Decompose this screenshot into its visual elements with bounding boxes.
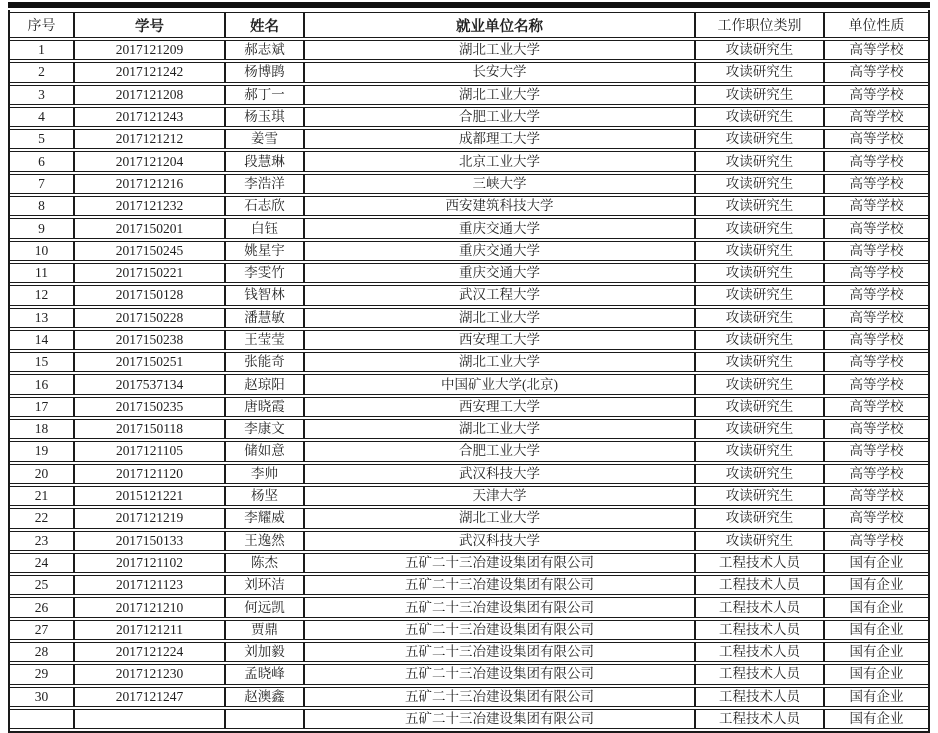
table-row [10, 174, 928, 194]
table-cell: 2017121242 [75, 62, 226, 82]
table-cell: 国有企业 [825, 620, 928, 640]
table-row [10, 85, 928, 105]
table-cell: 王莹莹 [226, 330, 305, 350]
table-cell: 19 [10, 441, 75, 461]
table-cell: 工程技术人员 [696, 575, 825, 595]
table-cell: 9 [10, 218, 75, 238]
table-cell: 高等学校 [825, 107, 928, 127]
table-cell: 五矿二十三冶建设集团有限公司 [305, 575, 696, 595]
table-row [10, 664, 928, 684]
table-cell: 攻读研究生 [696, 419, 825, 439]
table-cell: 6 [10, 151, 75, 171]
table-row [10, 441, 928, 461]
table-cell: 攻读研究生 [696, 285, 825, 305]
table-cell: 何远凯 [226, 597, 305, 617]
table-cell: 李耀威 [226, 508, 305, 528]
table-cell: 高等学校 [825, 397, 928, 417]
table-cell: 储如意 [226, 441, 305, 461]
table-cell: 三峡大学 [305, 174, 696, 194]
table-cell: 合肥工业大学 [305, 441, 696, 461]
table-cell: 高等学校 [825, 241, 928, 261]
table-cell: 高等学校 [825, 308, 928, 328]
table-cell: 贾鼎 [226, 620, 305, 640]
table-cell: 杨博鹍 [226, 62, 305, 82]
table-body [10, 40, 928, 729]
table-cell: 24 [10, 553, 75, 573]
table-cell: 攻读研究生 [696, 486, 825, 506]
table-cell: 白钰 [226, 218, 305, 238]
table-cell: 2 [10, 62, 75, 82]
table-cell: 高等学校 [825, 486, 928, 506]
table-cell: 2017121120 [75, 464, 226, 484]
table-row [10, 151, 928, 171]
top-rule [8, 2, 930, 8]
table-cell: 2017150133 [75, 531, 226, 551]
table-cell: 石志欣 [226, 196, 305, 216]
table-cell: 北京工业大学 [305, 151, 696, 171]
table-cell: 工程技术人员 [696, 553, 825, 573]
table-cell: 工程技术人员 [696, 642, 825, 662]
table-cell: 高等学校 [825, 196, 928, 216]
table-row [10, 597, 928, 617]
table-cell: 23 [10, 531, 75, 551]
table-cell: 高等学校 [825, 508, 928, 528]
table-cell: 2017121210 [75, 597, 226, 617]
table-cell: 高等学校 [825, 129, 928, 149]
table-cell: 五矿二十三冶建设集团有限公司 [305, 687, 696, 707]
table-cell: 14 [10, 330, 75, 350]
table-cell: 攻读研究生 [696, 218, 825, 238]
table-cell: 25 [10, 575, 75, 595]
table-cell: 高等学校 [825, 531, 928, 551]
table-row [10, 62, 928, 82]
table-cell: 2017121123 [75, 575, 226, 595]
table-cell: 五矿二十三冶建设集团有限公司 [305, 597, 696, 617]
table-cell: 30 [10, 687, 75, 707]
table-row [10, 196, 928, 216]
table-cell: 2017121204 [75, 151, 226, 171]
table-cell: 国有企业 [825, 575, 928, 595]
table-cell: 2017150228 [75, 308, 226, 328]
table-cell: 刘环洁 [226, 575, 305, 595]
table-cell: 陈杰 [226, 553, 305, 573]
table-cell: 中国矿业大学(北京) [305, 374, 696, 394]
table-cell: 攻读研究生 [696, 85, 825, 105]
document-sheet [8, 2, 930, 733]
table-cell: 12 [10, 285, 75, 305]
table-cell: 22 [10, 508, 75, 528]
table-row [10, 40, 928, 60]
table-row [10, 241, 928, 261]
table-cell: 2017150238 [75, 330, 226, 350]
table-cell: 2017121209 [75, 40, 226, 60]
table-cell: 8 [10, 196, 75, 216]
table-cell: 赵琼阳 [226, 374, 305, 394]
table-cell: 重庆交通大学 [305, 241, 696, 261]
table-row [10, 285, 928, 305]
table-row [10, 308, 928, 328]
table-cell: 15 [10, 352, 75, 372]
table-cell: 攻读研究生 [696, 151, 825, 171]
table-row [10, 218, 928, 238]
table-cell: 李帅 [226, 464, 305, 484]
table-cell: 王逸然 [226, 531, 305, 551]
table-row [10, 374, 928, 394]
table-cell: 2017121230 [75, 664, 226, 684]
table-cell: 湖北工业大学 [305, 308, 696, 328]
table-cell: 国有企业 [825, 553, 928, 573]
table-cell: 攻读研究生 [696, 330, 825, 350]
table-cell: 攻读研究生 [696, 374, 825, 394]
table-cell: 国有企业 [825, 687, 928, 707]
table-cell: 16 [10, 374, 75, 394]
table-cell: 李浩洋 [226, 174, 305, 194]
table-cell: 西安理工大学 [305, 330, 696, 350]
table-cell: 2017121105 [75, 441, 226, 461]
table-cell: 13 [10, 308, 75, 328]
table-cell: 五矿二十三冶建设集团有限公司 [305, 642, 696, 662]
table-cell: 高等学校 [825, 174, 928, 194]
col-header-job-category: 工作职位类别 [696, 12, 825, 38]
table-row [10, 129, 928, 149]
table-row [10, 531, 928, 551]
table-cell: 五矿二十三冶建设集团有限公司 [305, 553, 696, 573]
table-cell: 刘加毅 [226, 642, 305, 662]
table-cell: 攻读研究生 [696, 196, 825, 216]
table-row [10, 263, 928, 283]
table-row [10, 464, 928, 484]
table-cell: 西安建筑科技大学 [305, 196, 696, 216]
table-cell: 2017150128 [75, 285, 226, 305]
table-cell: 湖北工业大学 [305, 85, 696, 105]
table-cell: 26 [10, 597, 75, 617]
table-cell: 赵澳鑫 [226, 687, 305, 707]
table-row [10, 508, 928, 528]
table-cell: 工程技术人员 [696, 597, 825, 617]
table-cell: 11 [10, 263, 75, 283]
table-cell: 21 [10, 486, 75, 506]
table-cell: 高等学校 [825, 285, 928, 305]
table-cell: 李康文 [226, 419, 305, 439]
table-cell: 国有企业 [825, 709, 928, 729]
table-row-partial [10, 709, 928, 729]
table-row [10, 553, 928, 573]
table-cell: 姜雪 [226, 129, 305, 149]
table-cell: 高等学校 [825, 40, 928, 60]
table-cell: 攻读研究生 [696, 62, 825, 82]
table-cell: 成都理工大学 [305, 129, 696, 149]
table-cell: 攻读研究生 [696, 129, 825, 149]
table-row [10, 107, 928, 127]
table-cell: 攻读研究生 [696, 308, 825, 328]
table-cell: 郝丁一 [226, 85, 305, 105]
table-cell: 攻读研究生 [696, 263, 825, 283]
table-cell: 钱智林 [226, 285, 305, 305]
table-cell: 西安理工大学 [305, 397, 696, 417]
table-cell: 2017150221 [75, 263, 226, 283]
table-cell: 长安大学 [305, 62, 696, 82]
table-cell: 17 [10, 397, 75, 417]
table-cell: 高等学校 [825, 85, 928, 105]
table-row [10, 687, 928, 707]
table-cell: 唐晓霞 [226, 397, 305, 417]
table-cell: 高等学校 [825, 352, 928, 372]
table-cell: 攻读研究生 [696, 107, 825, 127]
table-cell: 武汉工程大学 [305, 285, 696, 305]
table-cell: 孟晓峰 [226, 664, 305, 684]
table-cell: 2017150201 [75, 218, 226, 238]
table-cell: 五矿二十三冶建设集团有限公司 [305, 620, 696, 640]
table-cell: 10 [10, 241, 75, 261]
table-cell: 2017121212 [75, 129, 226, 149]
table-cell: 18 [10, 419, 75, 439]
table-cell: 五矿二十三冶建设集团有限公司 [305, 664, 696, 684]
table-cell: 3 [10, 85, 75, 105]
table-cell: 2017121224 [75, 642, 226, 662]
employment-roster-table [8, 10, 930, 733]
table-cell: 2017121208 [75, 85, 226, 105]
table-cell [75, 709, 226, 729]
table-cell: 4 [10, 107, 75, 127]
table-cell: 27 [10, 620, 75, 640]
table-row [10, 575, 928, 595]
table-cell: 高等学校 [825, 374, 928, 394]
table-cell: 攻读研究生 [696, 352, 825, 372]
table-cell: 攻读研究生 [696, 531, 825, 551]
table-cell: 1 [10, 40, 75, 60]
table-cell: 28 [10, 642, 75, 662]
table-cell [226, 709, 305, 729]
table-cell: 段慧琳 [226, 151, 305, 171]
table-row [10, 642, 928, 662]
table-cell: 攻读研究生 [696, 174, 825, 194]
col-header-index: 序号 [10, 12, 75, 38]
table-cell: 天津大学 [305, 486, 696, 506]
col-header-name: 姓名 [226, 12, 305, 38]
table-header [10, 12, 928, 38]
table-cell: 潘慧敏 [226, 308, 305, 328]
table-cell: 李雯竹 [226, 263, 305, 283]
table-cell: 2017537134 [75, 374, 226, 394]
table-cell: 工程技术人员 [696, 709, 825, 729]
table-cell: 攻读研究生 [696, 241, 825, 261]
table-cell: 2017121247 [75, 687, 226, 707]
table-cell: 2017121216 [75, 174, 226, 194]
table-cell: 国有企业 [825, 664, 928, 684]
table-cell: 工程技术人员 [696, 664, 825, 684]
table-cell: 武汉科技大学 [305, 531, 696, 551]
table-cell: 2017121243 [75, 107, 226, 127]
table-cell: 高等学校 [825, 419, 928, 439]
table-cell: 2017150118 [75, 419, 226, 439]
table-cell: 工程技术人员 [696, 687, 825, 707]
table-cell: 29 [10, 664, 75, 684]
table-cell: 20 [10, 464, 75, 484]
table-cell: 7 [10, 174, 75, 194]
table-cell: 高等学校 [825, 441, 928, 461]
table-cell: 高等学校 [825, 218, 928, 238]
table-cell: 高等学校 [825, 263, 928, 283]
table-cell: 张能奇 [226, 352, 305, 372]
table-cell: 工程技术人员 [696, 620, 825, 640]
table-row [10, 352, 928, 372]
table-cell: 郝志斌 [226, 40, 305, 60]
table-cell: 国有企业 [825, 597, 928, 617]
table-row [10, 620, 928, 640]
table-cell: 2017150245 [75, 241, 226, 261]
col-header-unit-type: 单位性质 [825, 12, 928, 38]
table-row [10, 486, 928, 506]
table-cell: 攻读研究生 [696, 40, 825, 60]
table-cell: 湖北工业大学 [305, 508, 696, 528]
table-cell: 高等学校 [825, 330, 928, 350]
table-cell: 湖北工业大学 [305, 352, 696, 372]
table-cell: 湖北工业大学 [305, 40, 696, 60]
table-cell: 攻读研究生 [696, 397, 825, 417]
table-cell: 姚星宇 [226, 241, 305, 261]
table-cell: 2015121221 [75, 486, 226, 506]
table-cell: 国有企业 [825, 642, 928, 662]
table-cell: 2017121102 [75, 553, 226, 573]
table-cell: 重庆交通大学 [305, 218, 696, 238]
table-cell: 杨坚 [226, 486, 305, 506]
table-row [10, 397, 928, 417]
table-cell: 五矿二十三冶建设集团有限公司 [305, 709, 696, 729]
table-cell: 2017121219 [75, 508, 226, 528]
header-row [10, 12, 928, 38]
table-cell: 杨玉琪 [226, 107, 305, 127]
table-cell: 5 [10, 129, 75, 149]
table-cell: 2017150235 [75, 397, 226, 417]
table-cell [10, 709, 75, 729]
table-cell: 湖北工业大学 [305, 419, 696, 439]
table-cell: 攻读研究生 [696, 508, 825, 528]
table-cell: 攻读研究生 [696, 441, 825, 461]
table-row [10, 330, 928, 350]
table-cell: 2017150251 [75, 352, 226, 372]
table-cell: 高等学校 [825, 62, 928, 82]
table-cell: 重庆交通大学 [305, 263, 696, 283]
col-header-employer: 就业单位名称 [305, 12, 696, 38]
table-cell: 2017121211 [75, 620, 226, 640]
table-cell: 高等学校 [825, 464, 928, 484]
table-cell: 2017121232 [75, 196, 226, 216]
table-cell: 武汉科技大学 [305, 464, 696, 484]
table-cell: 合肥工业大学 [305, 107, 696, 127]
col-header-student-id: 学号 [75, 12, 226, 38]
table-cell: 高等学校 [825, 151, 928, 171]
table-row [10, 419, 928, 439]
table-cell: 攻读研究生 [696, 464, 825, 484]
